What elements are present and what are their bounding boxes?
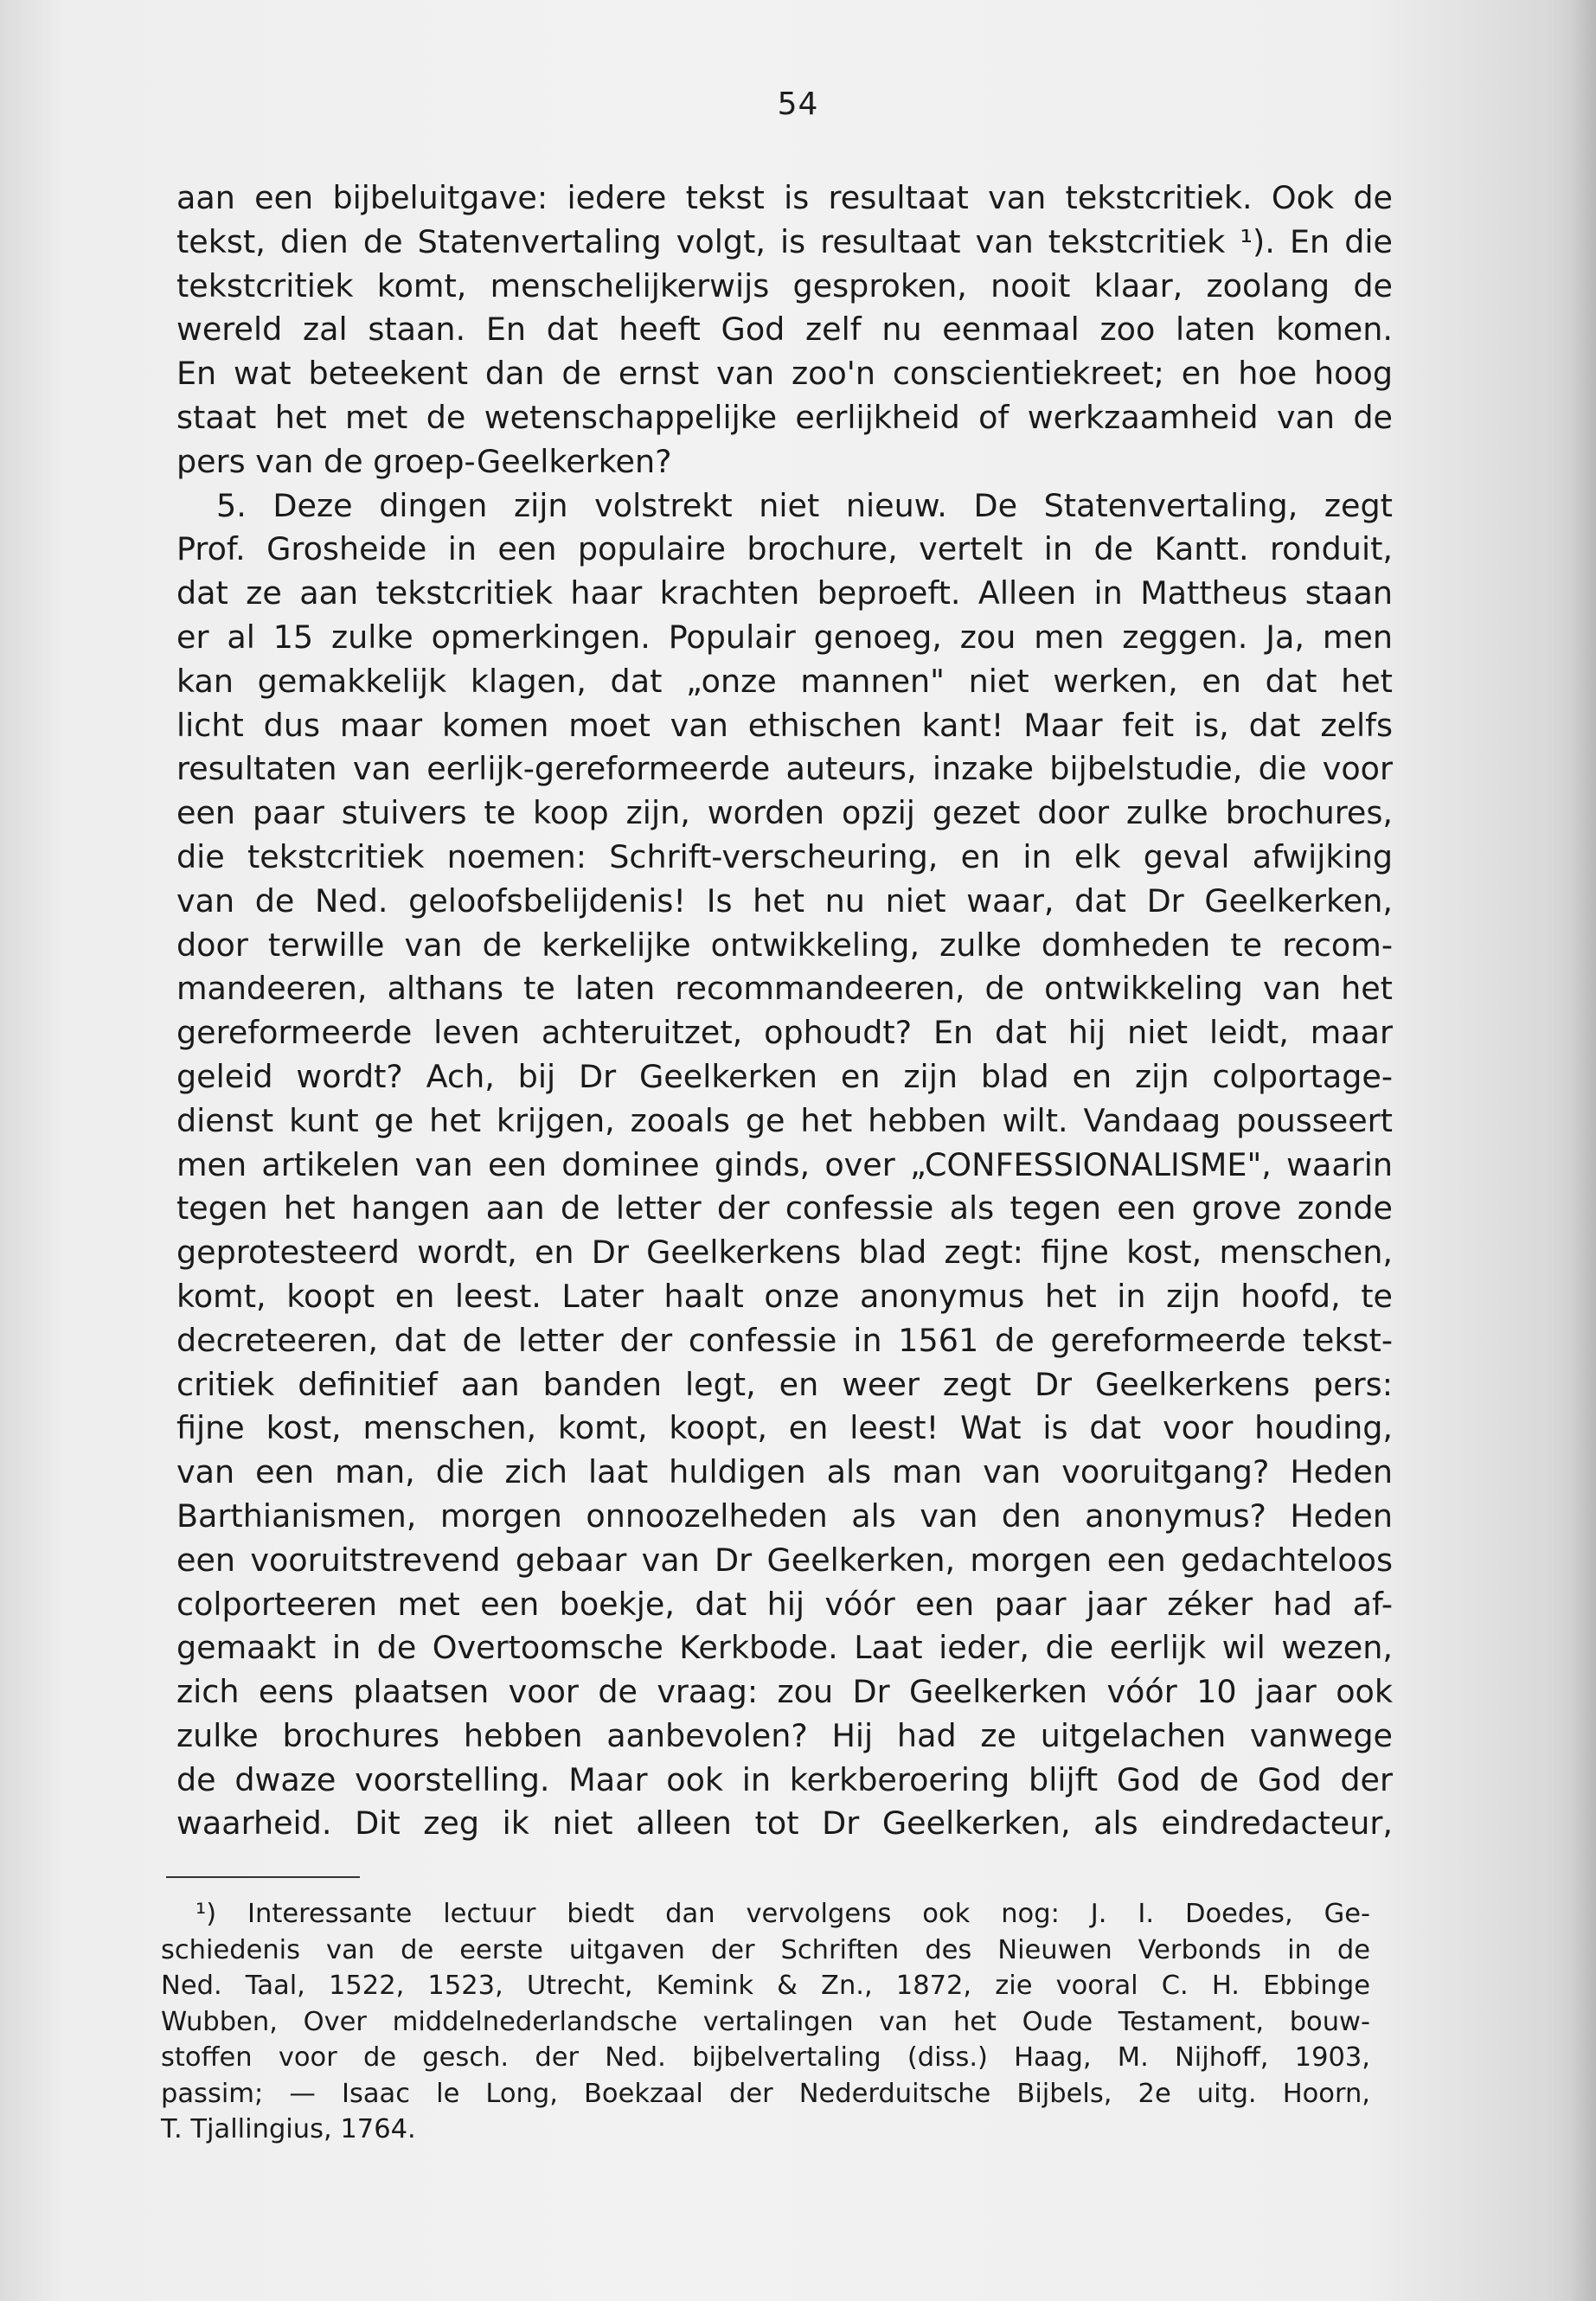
text-line: decreteeren, dat de letter der confessie in 1561 de gereformeerde tekst- <box>176 1321 1393 1359</box>
text-line: men artikelen van een dominee ginds, over „CONFESSIONALISME", waarin <box>176 1145 1393 1183</box>
footnote-line: Wubben, Over middelnederlandsche vertalingen van het Oude Testament, bouw- <box>161 2006 1370 2037</box>
text-line: mandeeren, althans te laten recommandeeren, de ontwikkeling van het <box>176 970 1393 1008</box>
footnote-line: stoffen voor de gesch. der Ned. bijbelvertaling (diss.) Haag, M. Nijhoff, 1903, <box>161 2042 1370 2073</box>
text-line: Prof. Grosheide in een populaire brochure, vertelt in de Kantt. ronduit, <box>176 530 1393 568</box>
page-number: 54 <box>777 87 819 122</box>
text-line: komt, koopt en leest. Later haalt onze anonymus het in zijn hoofd, te <box>176 1277 1393 1315</box>
footnote-line: ¹) Interessante lectuur biedt dan vervolgens ook nog: J. I. Doedes, Ge- <box>195 1899 1370 1929</box>
text-line: door terwille van de kerkelijke ontwikkeling, zulke domheden te recom- <box>176 926 1393 964</box>
text-line: die tekstcritiek noemen: Schrift-verscheuring, en in elk geval afwijking <box>176 837 1393 875</box>
footnote-line: schiedenis van de eerste uitgaven der Schriften des Nieuwen Verbonds in de <box>161 1934 1370 1965</box>
footnote-line: Ned. Taal, 1522, 1523, Utrecht, Kemink & Zn., 1872, zie vooral C. H. Ebbinge <box>161 1971 1370 2001</box>
text-line: dienst kunt ge het krijgen, zooals ge het hebben wilt. Vandaag pousseert <box>176 1101 1393 1139</box>
footnote-divider <box>166 1876 360 1878</box>
text-line: geleid wordt? Ach, bij Dr Geelkerken en zijn blad en zijn colportage- <box>176 1057 1393 1095</box>
footnote-line: T. Tjallingius, 1764. <box>161 2114 416 2144</box>
text-line: colporteeren met een boekje, dat hij vóór een paar jaar zéker had af- <box>176 1585 1393 1623</box>
footnote-line: passim; — Isaac le Long, Boekzaal der Nederduitsche Bijbels, 2e uitg. Hoorn, <box>161 2078 1370 2109</box>
text-line: van de Ned. geloofsbelijdenis! Is het nu niet waar, dat Dr Geelkerken, <box>176 881 1393 920</box>
text-line: tegen het hangen aan de letter der confessie als tegen een grove zonde <box>176 1189 1393 1227</box>
text-line: pers van de groep-Geelkerken? <box>176 442 672 480</box>
text-line: critiek definitief aan banden legt, en weer zegt Dr Geelkerkens pers: <box>176 1365 1393 1403</box>
body-text <box>176 176 1393 1846</box>
text-line: er al 15 zulke opmerkingen. Populair genoeg, zou men zeggen. Ja, men <box>176 618 1393 656</box>
text-line: En wat beteekent dan de ernst van zoo'n conscientiekreet; en hoe hoog <box>176 355 1393 393</box>
text-line: een vooruitstrevend gebaar van Dr Geelkerken, morgen een gedachteloos <box>176 1541 1393 1579</box>
text-line: van een man, die zich laat huldigen als man van vooruitgang? Heden <box>176 1453 1393 1491</box>
text-line: wereld zal staan. En dat heeft God zelf nu eenmaal zoo laten komen. <box>176 311 1393 349</box>
text-line: gereformeerde leven achteruitzet, ophoudt? En dat hij niet leidt, maar <box>176 1014 1393 1052</box>
text-line: fijne kost, menschen, komt, koopt, en leest! Wat is dat voor houding, <box>176 1409 1393 1447</box>
text-line: zich eens plaatsen voor de vraag: zou Dr Geelkerken vóór 10 jaar ook <box>176 1673 1393 1711</box>
text-line: resultaten van eerlijk-gereformeerde auteurs, inzake bijbelstudie, die voor <box>176 750 1393 788</box>
text-line: staat het met de wetenschappelijke eerlijkheid of werkzaamheid van de <box>176 398 1393 436</box>
text-line: Barthianismen, morgen onnoozelheden als van den anonymus? Heden <box>176 1497 1393 1535</box>
text-line: licht dus maar komen moet van ethischen kant! Maar feit is, dat zelfs <box>176 706 1393 744</box>
text-line: dat ze aan tekstcritiek haar krachten beproeft. Alleen in Mattheus staan <box>176 574 1393 612</box>
page-edge-shadow <box>1570 0 1596 2301</box>
text-line: waarheid. Dit zeg ik niet alleen tot Dr Geelkerken, als eindredacteur, <box>176 1804 1393 1843</box>
text-line: 5. Deze dingen zijn volstrekt niet nieuw. De Statenvertaling, zegt <box>216 486 1393 524</box>
footnote <box>161 1896 1370 2148</box>
text-line: geprotesteerd wordt, en Dr Geelkerkens blad zegt: fijne kost, menschen, <box>176 1234 1393 1272</box>
text-line: een paar stuivers te koop zijn, worden opzij gezet door zulke brochures, <box>176 794 1393 832</box>
text-line: de dwaze voorstelling. Maar ook in kerkberoering blijft God de God der <box>176 1760 1393 1798</box>
text-line: aan een bijbeluitgave: iedere tekst is resultaat van tekstcritiek. Ook de <box>176 179 1393 216</box>
text-line: gemaakt in de Overtoomsche Kerkbode. Laat ieder, die eerlijk wil wezen, <box>176 1629 1393 1667</box>
text-line: tekst, dien de Statenvertaling volgt, is resultaat van tekstcritiek ¹). En die <box>176 222 1393 260</box>
text-line: zulke brochures hebben aanbevolen? Hij had ze uitgelachen vanwege <box>176 1716 1393 1754</box>
text-line: tekstcritiek komt, menschelijkerwijs gesproken, nooit klaar, zoolang de <box>176 266 1393 304</box>
text-line: kan gemakkelijk klagen, dat „onze mannen" niet werken, en dat het <box>176 662 1393 700</box>
